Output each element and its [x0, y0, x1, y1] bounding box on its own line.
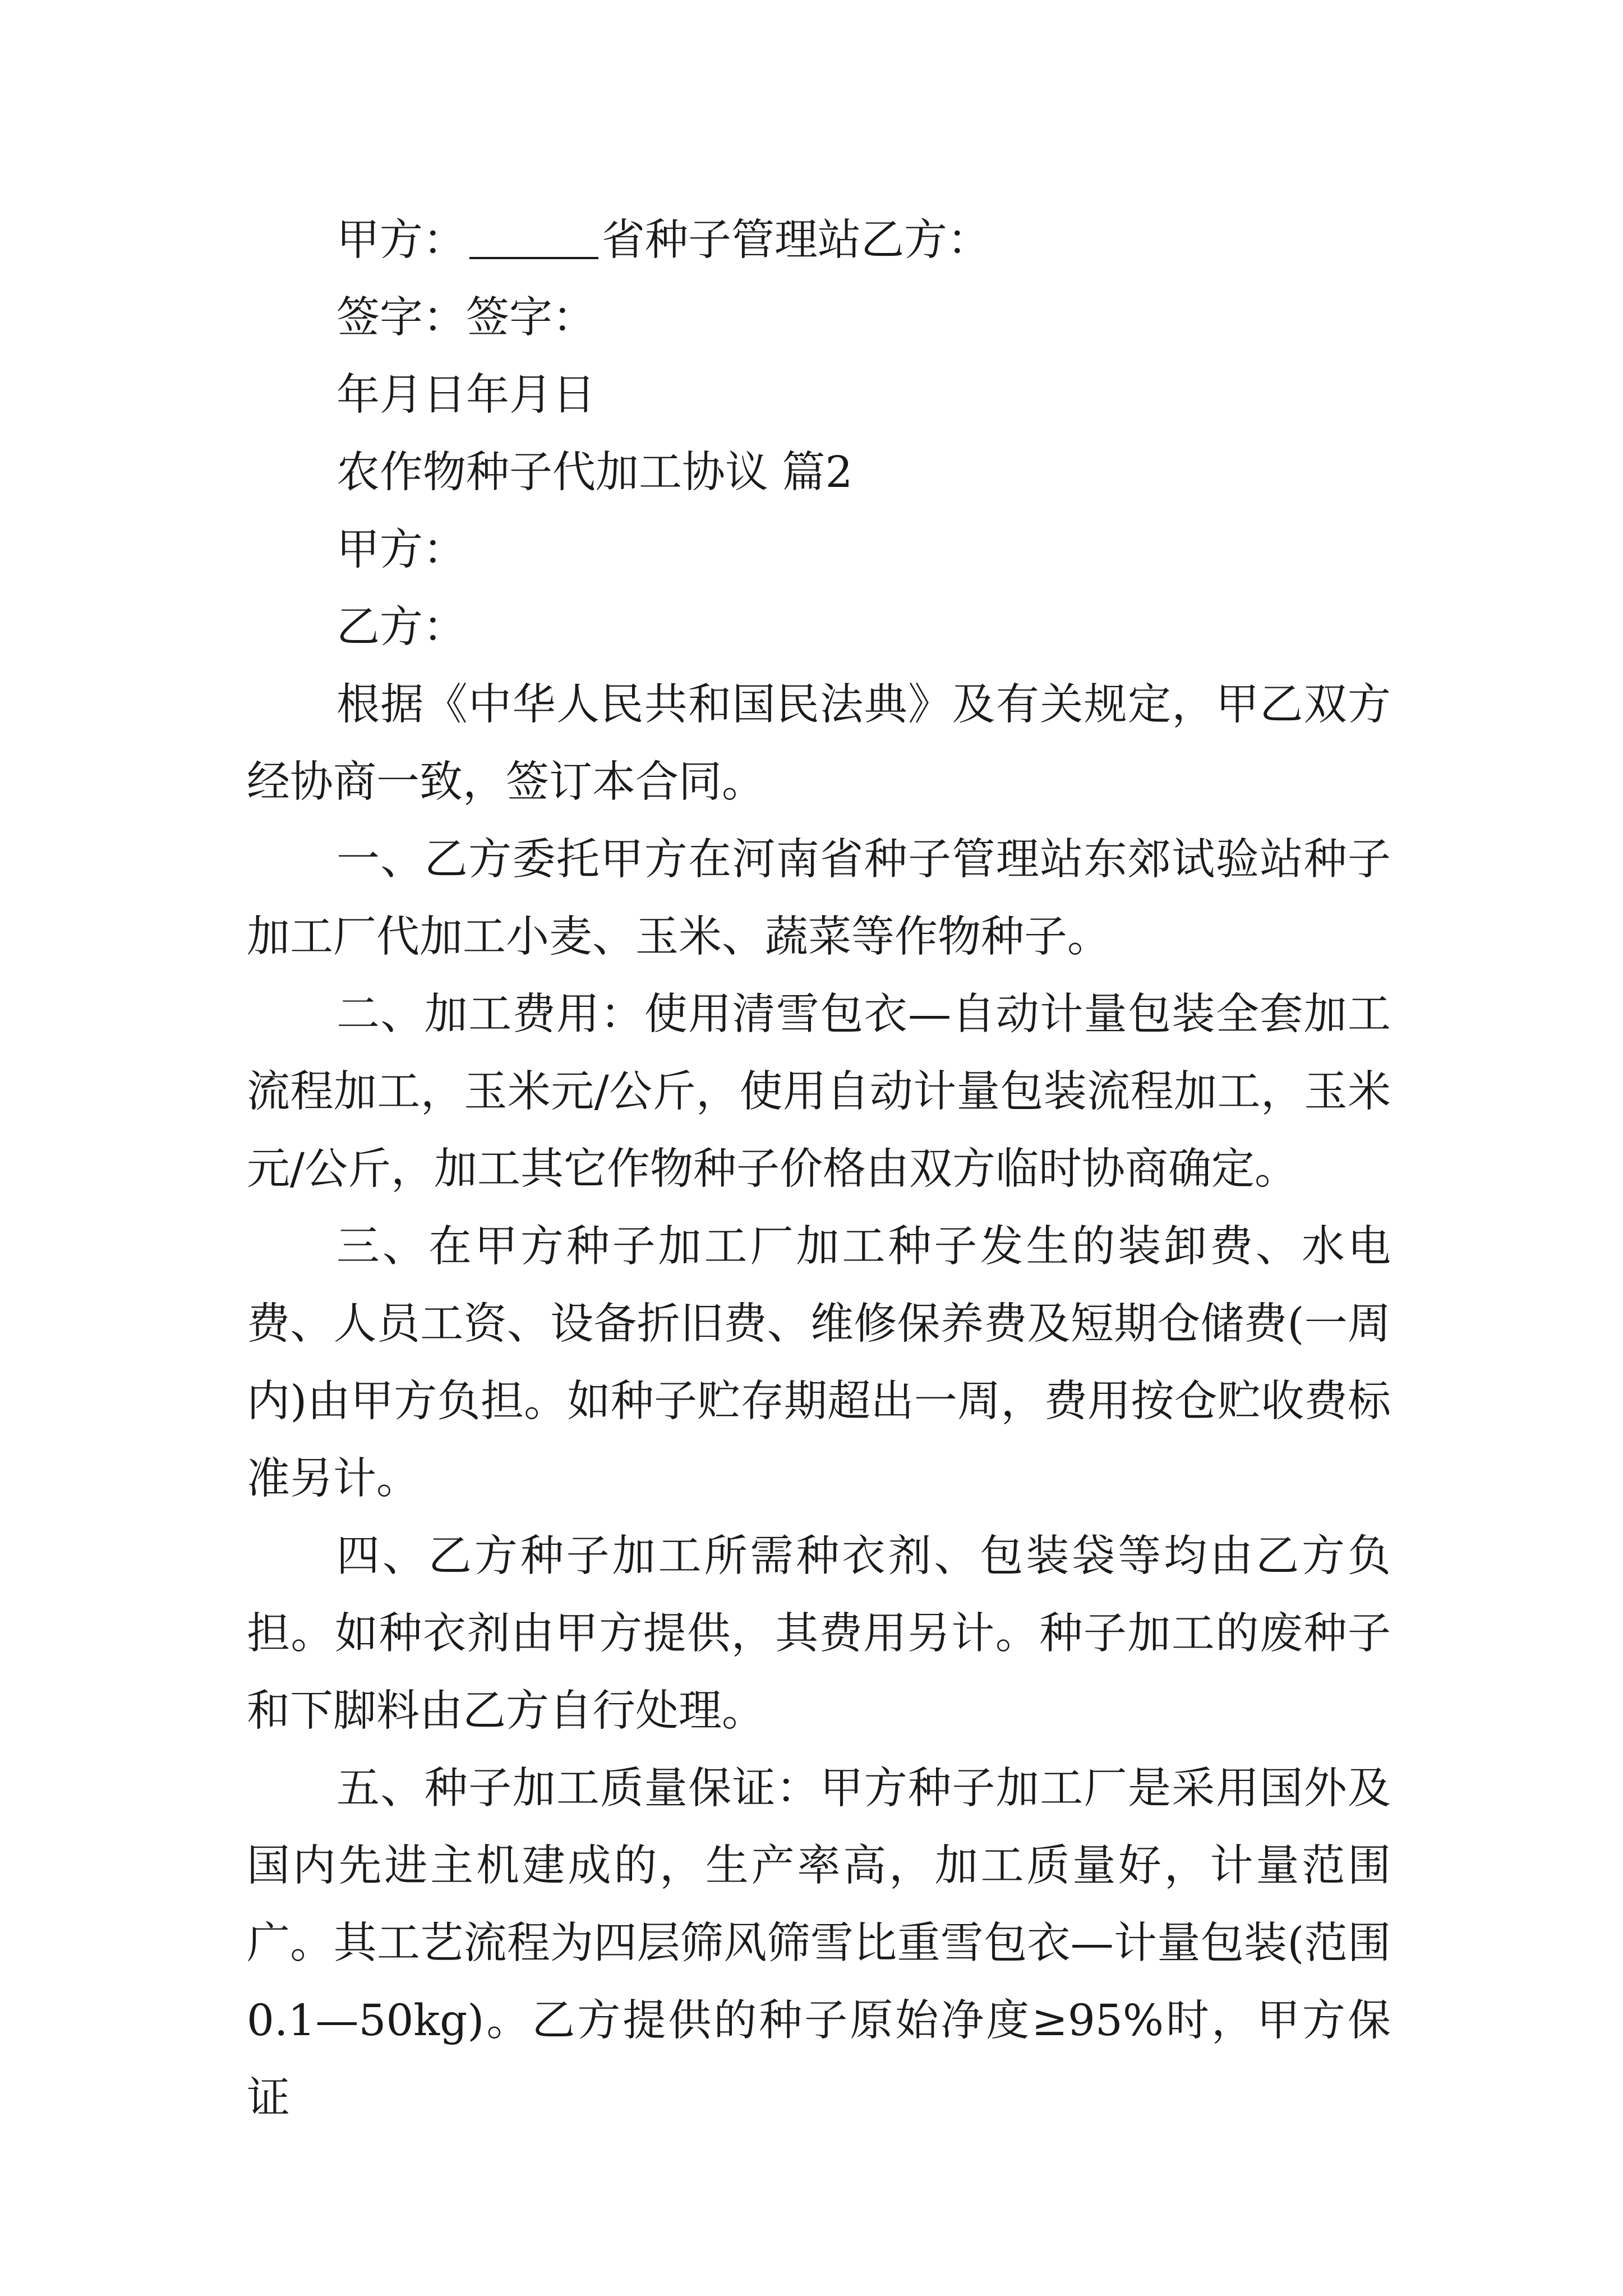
- paragraph-clause-3: 三、在甲方种子加工厂加工种子发生的装卸费、水电费、人员工资、设备折旧费、维修保养费及短期仓储费(一周内)由甲方负担。如种子贮存期超出一周，费用按仓贮收费标准另计。: [247, 1222, 1391, 1504]
- signature-line-sign: 签字：签字：: [336, 293, 596, 343]
- paragraph-clause-5: 五、种子加工质量保证：甲方种子加工厂是采用国外及国内先进主机建成的，生产率高，加工质量好，计量范围广。其工艺流程为四层筛风筛雪比重雪包衣—计量包装(范围0.1—50kg)。乙方提供的种子原始净度≥95%时，甲方保证: [247, 1764, 1391, 2123]
- document-body: [247, 202, 1391, 2137]
- party-a-line: 甲方：: [336, 525, 466, 575]
- section-title: 农作物种子代加工协议 篇2: [336, 448, 853, 498]
- signature-line-parties: [247, 202, 1391, 279]
- paragraph-clause-4: 四、乙方种子加工所需种衣剂、包装袋等均由乙方负担。如种衣剂由甲方提供，其费用另计。种子加工的废种子和下脚料由乙方自行处理。: [247, 1531, 1391, 1736]
- paragraph-preamble: 根据《中华人民共和国民法典》及有关规定，甲乙双方经协商一致，签订本合同。: [247, 680, 1391, 807]
- seed-station-party-b-label: 省种子管理站乙方：: [602, 215, 990, 265]
- paragraph-clause-2: 二、加工费用：使用清雪包衣—自动计量包装全套加工流程加工，玉米元/公斤，使用自动计量包装流程加工，玉米元/公斤，加工其它作物种子价格由双方临时协商确定。: [247, 990, 1391, 1194]
- paragraph-clause-1: 一、乙方委托甲方在河南省种子管理站东郊试验站种子加工厂代加工小麦、玉米、蔬菜等作物种子。: [247, 835, 1391, 962]
- signature-line-date: 年月日年月日: [336, 370, 596, 420]
- party-b-line: 乙方：: [336, 602, 466, 652]
- blank-underline: [469, 218, 598, 259]
- party-a-label: 甲方：: [336, 215, 466, 265]
